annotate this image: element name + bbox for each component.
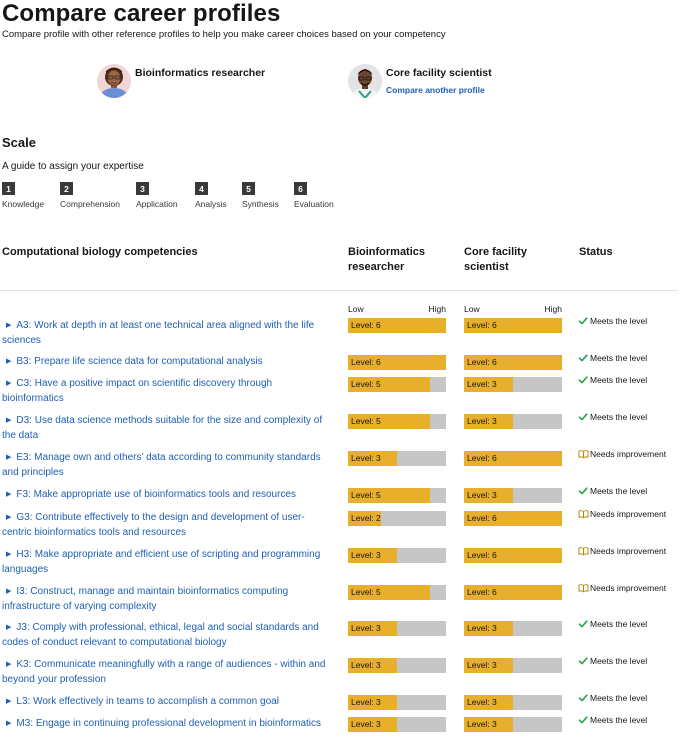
level-bar (464, 377, 562, 392)
level-bar-label: Level: 2 (351, 513, 381, 523)
status-text: Meets the level (590, 412, 648, 422)
expand-triangle-icon[interactable]: ▶ (6, 698, 12, 705)
status-indicator (578, 715, 647, 725)
status-text: Meets the level (590, 375, 648, 385)
level-bar-label: Level: 3 (467, 490, 497, 500)
check-icon (578, 619, 588, 629)
scale-level-3 (136, 182, 178, 209)
level-bar (464, 318, 562, 333)
level-bar (348, 318, 446, 333)
level-bar-label: Level: 5 (351, 490, 381, 500)
scale-number: 5 (242, 182, 255, 195)
column-header-status: Status (579, 246, 613, 258)
level-bar-label: Level: 6 (467, 587, 497, 597)
competency-link[interactable] (2, 621, 332, 650)
status-indicator (578, 693, 647, 703)
level-bar-label: Level: 6 (351, 357, 381, 367)
expand-triangle-icon[interactable]: ▶ (6, 624, 12, 631)
level-bar-label: Level: 6 (467, 550, 497, 560)
competency-text: B3: Prepare life science data for computational analysis (16, 356, 263, 367)
level-bar-label: Level: 6 (467, 513, 497, 523)
level-bar (348, 451, 446, 466)
expand-triangle-icon[interactable]: ▶ (6, 380, 12, 387)
status-indicator (578, 656, 647, 666)
scale-number: 1 (2, 182, 15, 195)
level-bar (464, 621, 562, 636)
status-indicator (578, 619, 647, 629)
level-bar-label: Level: 3 (351, 660, 381, 670)
scale-subtitle: A guide to assign your expertise (2, 161, 144, 172)
level-bar-label: Level: 3 (351, 453, 381, 463)
status-indicator (578, 509, 666, 519)
level-bar-label: Level: 3 (467, 719, 497, 729)
scale-number: 6 (294, 182, 307, 195)
status-text: Meets the level (590, 619, 648, 629)
page-title: Compare career profiles (2, 0, 281, 27)
level-bar-label: Level: 6 (467, 357, 497, 367)
level-bar (348, 548, 446, 563)
level-bar-label: Level: 6 (351, 320, 381, 330)
competency-link[interactable] (2, 548, 332, 577)
avatar-man-icon (348, 64, 382, 98)
level-bar (464, 548, 562, 563)
competency-link[interactable] (2, 695, 332, 710)
column-header-profile-2: Core facility scientist (464, 246, 527, 273)
level-bar (464, 511, 562, 526)
check-icon (578, 715, 588, 725)
status-text: Meets the level (590, 715, 648, 725)
scale-label: Synthesis (242, 199, 279, 209)
level-bar-label: Level: 5 (351, 379, 381, 389)
expand-triangle-icon[interactable]: ▶ (6, 551, 12, 558)
profile-name: Bioinformatics researcher (135, 67, 266, 79)
status-text: Meets the level (590, 353, 648, 363)
check-icon (578, 316, 588, 326)
expand-triangle-icon[interactable]: ▶ (6, 491, 12, 498)
column-header-profile-1: Bioinformatics researcher (348, 246, 426, 273)
scale-level-4 (195, 182, 227, 209)
level-bar (348, 621, 446, 636)
status-indicator (578, 583, 666, 593)
status-indicator (578, 412, 647, 422)
level-bar-label: Level: 3 (351, 550, 381, 560)
level-bar (464, 451, 562, 466)
status-indicator (578, 316, 647, 326)
competency-text: H3: Make appropriate and efficient use of scripting and programming languages (2, 549, 321, 575)
expand-triangle-icon[interactable]: ▶ (6, 661, 12, 668)
status-text: Needs improvement (590, 583, 667, 593)
level-bar (348, 658, 446, 673)
competency-text: C3: Have a positive impact on scientific discovery through bioinformatics (2, 378, 273, 404)
scale-label: Evaluation (294, 199, 334, 209)
level-bar (464, 695, 562, 710)
expand-triangle-icon[interactable]: ▶ (6, 358, 12, 365)
competency-link[interactable] (2, 355, 332, 370)
level-bar (348, 414, 446, 429)
profile-bioinformatics-researcher (97, 64, 265, 98)
status-indicator (578, 353, 647, 363)
competency-text: I3: Construct, manage and maintain bioinformatics computing infrastructure of varying complexity (2, 586, 289, 612)
level-bar (464, 355, 562, 370)
level-bar-label: Level: 3 (467, 697, 497, 707)
competency-link[interactable] (2, 717, 332, 732)
level-bar-label: Level: 5 (351, 416, 381, 426)
scale-level-5 (242, 182, 279, 209)
book-icon (578, 546, 588, 556)
level-bar-label: Level: 3 (351, 719, 381, 729)
status-text: Meets the level (590, 656, 648, 666)
competency-link[interactable] (2, 658, 332, 687)
competency-link[interactable] (2, 488, 332, 503)
page-subtitle: Compare profile with other reference profiles to help you make career choices based on your competency (2, 29, 446, 40)
range-high-label: High (428, 304, 446, 314)
scale-label: Application (136, 199, 178, 209)
scale-level-6 (294, 182, 334, 209)
expand-triangle-icon[interactable]: ▶ (6, 588, 12, 595)
scale-label: Analysis (195, 199, 227, 209)
scale-title: Scale (2, 135, 36, 150)
level-bar-label: Level: 3 (467, 660, 497, 670)
status-text: Meets the level (590, 316, 648, 326)
status-text: Meets the level (590, 486, 648, 496)
check-icon (578, 656, 588, 666)
competency-link[interactable] (2, 585, 332, 614)
competency-text: M3: Engage in continuing professional development in bioinformatics (16, 718, 322, 729)
level-bar (464, 717, 562, 732)
scale-number: 2 (60, 182, 73, 195)
compare-another-profile-link[interactable]: Compare another profile (386, 85, 485, 95)
competency-link[interactable] (2, 414, 332, 443)
level-bar-label: Level: 3 (351, 697, 381, 707)
check-icon (578, 353, 588, 363)
level-bar (464, 658, 562, 673)
competency-text: K3: Communicate meaningfully with a range of audiences - within and beyond your profession (2, 659, 326, 685)
competency-text: F3: Make appropriate use of bioinformatics tools and resources (16, 489, 296, 500)
level-bar (464, 585, 562, 600)
status-indicator (578, 449, 666, 459)
book-icon (578, 509, 588, 519)
expand-triangle-icon[interactable]: ▶ (6, 417, 12, 424)
avatar-woman-icon (97, 64, 131, 98)
check-icon (578, 412, 588, 422)
status-text: Needs improvement (590, 546, 667, 556)
level-bar-label: Level: 3 (351, 623, 381, 633)
check-icon (578, 486, 588, 496)
competency-link[interactable] (2, 377, 332, 406)
competency-text: G3: Contribute effectively to the design and development of user-centric bioinformatics tools and resources (2, 512, 305, 538)
range-low-label: Low (348, 304, 364, 314)
level-bar-label: Level: 3 (467, 416, 497, 426)
level-bar-label: Level: 6 (467, 320, 497, 330)
check-icon (578, 693, 588, 703)
status-indicator (578, 375, 647, 385)
range-low-label: Low (464, 304, 480, 314)
status-text: Meets the level (590, 693, 648, 703)
scale-label: Knowledge (2, 199, 45, 209)
level-bar-label: Level: 5 (351, 587, 381, 597)
profile-core-facility-scientist (348, 64, 492, 98)
scale-number: 4 (195, 182, 208, 195)
column-header-competencies: Computational biology competencies (2, 246, 198, 258)
level-bar (348, 355, 446, 370)
status-indicator (578, 486, 647, 496)
level-bar (348, 585, 446, 600)
level-bar (348, 488, 446, 503)
competency-text: A3: Work at depth in at least one technical area aligned with the life sciences (2, 320, 315, 346)
competency-link[interactable] (2, 319, 332, 348)
scale-label: Comprehension (60, 199, 121, 209)
expand-triangle-icon[interactable]: ▶ (6, 514, 12, 521)
level-bar (348, 511, 446, 526)
book-icon (578, 449, 588, 459)
header-divider (0, 290, 678, 291)
level-bar (348, 377, 446, 392)
level-bar (348, 717, 446, 732)
scale-level-1 (2, 182, 44, 209)
level-bar (464, 488, 562, 503)
expand-triangle-icon[interactable]: ▶ (6, 720, 12, 727)
check-icon (578, 375, 588, 385)
level-bar-label: Level: 3 (467, 379, 497, 389)
level-bar (348, 695, 446, 710)
scale-number: 3 (136, 182, 149, 195)
level-bar-label: Level: 6 (467, 453, 497, 463)
competency-link[interactable] (2, 451, 332, 480)
profile-name: Core facility scientist (386, 67, 492, 79)
competency-text: J3: Comply with professional, ethical, legal and social standards and codes of conduct relevant to computational biology (2, 622, 319, 648)
level-bar-label: Level: 3 (467, 623, 497, 633)
scale-level-2 (60, 182, 120, 209)
competency-link[interactable] (2, 511, 332, 540)
expand-triangle-icon[interactable]: ▶ (6, 322, 12, 329)
status-text: Needs improvement (590, 509, 667, 519)
status-indicator (578, 546, 666, 556)
status-text: Needs improvement (590, 449, 667, 459)
level-bar (464, 414, 562, 429)
expand-triangle-icon[interactable]: ▶ (6, 454, 12, 461)
competency-text: D3: Use data science methods suitable for the size and complexity of the data (2, 415, 323, 441)
book-icon (578, 583, 588, 593)
range-high-label: High (544, 304, 562, 314)
competency-text: L3: Work effectively in teams to accomplish a common goal (16, 696, 279, 707)
competency-text: E3: Manage own and others’ data according to community standards and principles (2, 452, 321, 478)
